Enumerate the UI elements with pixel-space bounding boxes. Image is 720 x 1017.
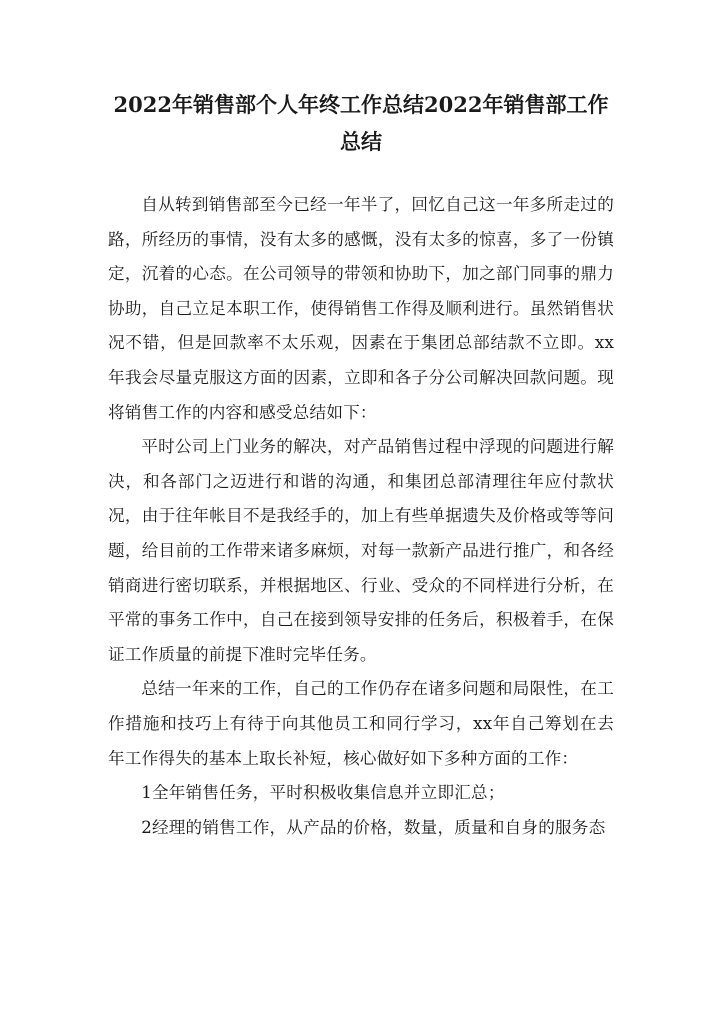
list-item-1: 1全年销售任务，平时积极收集信息并立即汇总； (141, 783, 505, 803)
list-item-2: 2经理的销售工作，从产品的价格，数量，质量和自身的服务态 (141, 817, 606, 837)
paragraph-summary: 总结一年来的工作，自己的工作仍存在诸多问题和局限性，在工作措施和技巧上有待于向其他员工和同行学习，xx年自己筹划在去年工作得失的基本上取长补短，核心做好如下多种方面的工作： (108, 679, 614, 768)
document-body (108, 188, 614, 845)
paragraph-daily-work: 平时公司上门业务的解决，对产品销售过程中浮现的问题进行解决，和各部门之迈进行和谐的沟通，和集团总部清理往年应付款状况，由于往年帐目不是我经手的，加上有些单据遗失及价格或等等问题，给目前的工作带来诸多麻烦，对每一款新产品进行推广，和各经销商进行密切联系，并根据地区、行业、受众的不同样进行分析，在平常的事务工作中，自己在接到领导安排的任务后，积极着手，在保证工作质量的前提下准时完毕任务。 (108, 437, 614, 664)
paragraph-intro: 自从转到销售部至今已经一年半了，回忆自己这一年多所走过的路，所经历的事情，没有太多的感慨，没有太多的惊喜，多了一份镇定，沉着的心态。在公司领导的带领和协助下，加之部门同事的鼎力协助，自己立足本职工作，使得销售工作得及顺利进行。虽然销售状况不错，但是回款率不太乐观，因素在于集团总部结款不立即。xx年我会尽量克服这方面的因素，立即和各子分公司解决回款问题。现将销售工作的内容和感受总结如下： (108, 195, 614, 422)
document-page (108, 86, 614, 845)
document-title: 2022年销售部个人年终工作总结2022年销售部工作总结 (113, 92, 609, 154)
